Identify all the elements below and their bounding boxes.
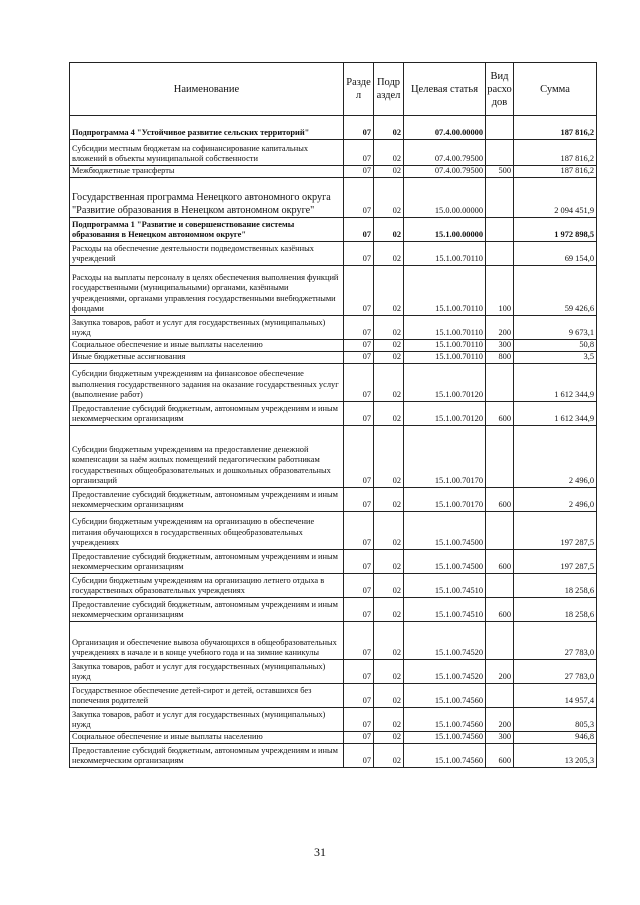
table-row [70, 242, 597, 266]
row-vid: 300 [486, 732, 514, 744]
header-razdel: Разде л [344, 63, 374, 116]
row-vid [486, 218, 514, 242]
row-name: Государственное обеспечение детей-сирот и детей, оставшихся без попечения родителей [70, 684, 344, 708]
row-article: 15.1.00.70110 [404, 316, 486, 340]
row-vid: 800 [486, 352, 514, 364]
row-sum: 1 612 344,9 [514, 402, 597, 426]
row-name: Социальное обеспечение и иные выплаты населению [70, 732, 344, 744]
row-name: Субсидии бюджетным учреждениям на предоставление денежной компенсации за наём жилых помещений педагогическим работникам государственных общеобразовательных и дошкольных образовательных организаций [70, 426, 344, 488]
row-name: Расходы на выплаты персоналу в целях обеспечения выполнения функций государственными (муниципальными) органами, казёнными учреждениями, органами управления государственными внебюджетными фондами [70, 266, 344, 316]
row-podrazdel: 02 [374, 598, 404, 622]
row-podrazdel: 02 [374, 166, 404, 178]
row-podrazdel: 02 [374, 574, 404, 598]
table-row [70, 598, 597, 622]
row-name: Иные бюджетные ассигнования [70, 352, 344, 364]
row-razdel: 07 [344, 364, 374, 402]
row-sum: 18 258,6 [514, 574, 597, 598]
table-row [70, 732, 597, 744]
row-sum: 59 426,6 [514, 266, 597, 316]
row-sum: 14 957,4 [514, 684, 597, 708]
row-sum: 2 496,0 [514, 488, 597, 512]
row-razdel: 07 [344, 550, 374, 574]
table-row [70, 708, 597, 732]
row-sum: 9 673,1 [514, 316, 597, 340]
row-name: Закупка товаров, работ и услуг для государственных (муниципальных) нужд [70, 708, 344, 732]
row-name: Предоставление субсидий бюджетным, автономным учреждениям и иным некоммерческим организациям [70, 550, 344, 574]
row-razdel: 07 [344, 732, 374, 744]
row-name: Закупка товаров, работ и услуг для государственных (муниципальных) нужд [70, 316, 344, 340]
row-vid [486, 242, 514, 266]
row-article: 15.1.00.74560 [404, 708, 486, 732]
table-row [70, 166, 597, 178]
row-vid [486, 574, 514, 598]
row-podrazdel: 02 [374, 266, 404, 316]
row-podrazdel: 02 [374, 732, 404, 744]
row-vid [486, 364, 514, 402]
row-vid: 200 [486, 708, 514, 732]
row-razdel: 07 [344, 512, 374, 550]
row-sum: 1 972 898,5 [514, 218, 597, 242]
row-vid: 500 [486, 166, 514, 178]
row-podrazdel: 02 [374, 218, 404, 242]
row-name: Закупка товаров, работ и услуг для государственных (муниципальных) нужд [70, 660, 344, 684]
row-article: 15.1.00.74520 [404, 660, 486, 684]
row-sum: 1 612 344,9 [514, 364, 597, 402]
table-row [70, 684, 597, 708]
row-podrazdel: 02 [374, 488, 404, 512]
row-article: 15.1.00.70170 [404, 426, 486, 488]
row-name: Субсидии местным бюджетам на софинансирование капитальных вложений в объекты муниципальной собственности [70, 140, 344, 166]
row-razdel: 07 [344, 242, 374, 266]
row-vid: 600 [486, 598, 514, 622]
row-sum: 50,8 [514, 340, 597, 352]
row-razdel: 07 [344, 744, 374, 768]
row-podrazdel: 02 [374, 512, 404, 550]
row-name: Организация и обеспечение вывоза обучающихся в общеобразовательных учреждениях в начале и в конце учебного года и на зимние каникулы [70, 622, 344, 660]
row-sum: 197 287,5 [514, 550, 597, 574]
row-razdel: 07 [344, 402, 374, 426]
row-name: Подпрограмма 1 "Развитие и совершенствование системы образования в Ненецком автономном округе" [70, 218, 344, 242]
row-article: 15.1.00.74510 [404, 574, 486, 598]
row-name: Социальное обеспечение и иные выплаты населению [70, 340, 344, 352]
row-podrazdel: 02 [374, 402, 404, 426]
row-sum: 197 287,5 [514, 512, 597, 550]
row-name: Субсидии бюджетным учреждениям на организацию летнего отдыха в государственных образовательных учреждениях [70, 574, 344, 598]
row-sum: 2 094 451,9 [514, 178, 597, 218]
row-sum: 946,8 [514, 732, 597, 744]
row-vid [486, 684, 514, 708]
row-name: Межбюджетные трансферты [70, 166, 344, 178]
row-name: Подпрограмма 4 "Устойчивое развитие сельских территорий" [70, 116, 344, 140]
row-razdel: 07 [344, 178, 374, 218]
row-article: 07.4.00.00000 [404, 116, 486, 140]
row-article: 15.0.00.00000 [404, 178, 486, 218]
row-vid: 600 [486, 402, 514, 426]
row-article: 15.1.00.70110 [404, 266, 486, 316]
row-razdel: 07 [344, 660, 374, 684]
table-row [70, 488, 597, 512]
row-vid: 600 [486, 488, 514, 512]
row-podrazdel: 02 [374, 364, 404, 402]
row-sum: 69 154,0 [514, 242, 597, 266]
row-article: 15.1.00.70110 [404, 352, 486, 364]
table-row [70, 218, 597, 242]
row-sum: 187 816,2 [514, 116, 597, 140]
row-podrazdel: 02 [374, 242, 404, 266]
row-podrazdel: 02 [374, 340, 404, 352]
table-header-row [70, 63, 597, 116]
row-sum: 805,3 [514, 708, 597, 732]
row-name: Предоставление субсидий бюджетным, автономным учреждениям и иным некоммерческим организациям [70, 744, 344, 768]
row-vid: 300 [486, 340, 514, 352]
row-vid [486, 178, 514, 218]
row-podrazdel: 02 [374, 316, 404, 340]
table-row [70, 402, 597, 426]
row-vid [486, 140, 514, 166]
row-vid: 200 [486, 316, 514, 340]
table-row [70, 426, 597, 488]
row-podrazdel: 02 [374, 622, 404, 660]
row-razdel: 07 [344, 140, 374, 166]
row-article: 07.4.00.79500 [404, 140, 486, 166]
row-razdel: 07 [344, 684, 374, 708]
row-podrazdel: 02 [374, 426, 404, 488]
table-row [70, 140, 597, 166]
row-podrazdel: 02 [374, 744, 404, 768]
row-sum: 18 258,6 [514, 598, 597, 622]
table-row [70, 744, 597, 768]
row-article: 15.1.00.00000 [404, 218, 486, 242]
row-vid: 600 [486, 550, 514, 574]
table-row [70, 550, 597, 574]
row-name: Предоставление субсидий бюджетным, автономным учреждениям и иным некоммерческим организациям [70, 488, 344, 512]
row-article: 15.1.00.70110 [404, 242, 486, 266]
row-article: 15.1.00.74500 [404, 512, 486, 550]
row-article: 15.1.00.74560 [404, 732, 486, 744]
row-name: Предоставление субсидий бюджетным, автономным учреждениям и иным некоммерческим организациям [70, 402, 344, 426]
row-article: 15.1.00.70110 [404, 340, 486, 352]
row-article: 07.4.00.79500 [404, 166, 486, 178]
row-podrazdel: 02 [374, 140, 404, 166]
row-podrazdel: 02 [374, 660, 404, 684]
row-razdel: 07 [344, 218, 374, 242]
row-sum: 3,5 [514, 352, 597, 364]
row-name: Государственная программа Ненецкого автономного округа "Развитие образования в Ненецком автономном округе" [70, 178, 344, 218]
header-name: Наименование [70, 63, 344, 116]
row-podrazdel: 02 [374, 684, 404, 708]
row-article: 15.1.00.74500 [404, 550, 486, 574]
row-razdel: 07 [344, 426, 374, 488]
header-podrazdel: Подр аздел [374, 63, 404, 116]
row-razdel: 07 [344, 488, 374, 512]
table-row [70, 116, 597, 140]
row-razdel: 07 [344, 622, 374, 660]
table-body [70, 116, 597, 768]
table-row [70, 352, 597, 364]
row-vid [486, 512, 514, 550]
table-row [70, 660, 597, 684]
row-razdel: 07 [344, 352, 374, 364]
row-podrazdel: 02 [374, 550, 404, 574]
row-razdel: 07 [344, 166, 374, 178]
table-row [70, 512, 597, 550]
row-podrazdel: 02 [374, 178, 404, 218]
table-row [70, 340, 597, 352]
row-sum: 187 816,2 [514, 166, 597, 178]
row-article: 15.1.00.74510 [404, 598, 486, 622]
page-number: 31 [314, 845, 326, 859]
row-podrazdel: 02 [374, 352, 404, 364]
row-article: 15.1.00.70120 [404, 364, 486, 402]
row-article: 15.1.00.74560 [404, 684, 486, 708]
row-article: 15.1.00.70170 [404, 488, 486, 512]
row-sum: 2 496,0 [514, 426, 597, 488]
row-razdel: 07 [344, 598, 374, 622]
row-razdel: 07 [344, 708, 374, 732]
row-sum: 27 783,0 [514, 622, 597, 660]
table-row [70, 266, 597, 316]
row-razdel: 07 [344, 340, 374, 352]
row-sum: 27 783,0 [514, 660, 597, 684]
table-row [70, 622, 597, 660]
row-podrazdel: 02 [374, 116, 404, 140]
row-sum: 13 205,3 [514, 744, 597, 768]
table-row [70, 178, 597, 218]
table-row [70, 316, 597, 340]
row-razdel: 07 [344, 266, 374, 316]
row-vid [486, 426, 514, 488]
row-vid [486, 622, 514, 660]
header-article: Целевая статья [404, 63, 486, 116]
row-sum: 187 816,2 [514, 140, 597, 166]
row-razdel: 07 [344, 316, 374, 340]
row-name: Субсидии бюджетным учреждениям на организацию в обеспечение питания обучающихся в государственных общеобразовательных учреждениях [70, 512, 344, 550]
row-vid [486, 116, 514, 140]
row-podrazdel: 02 [374, 708, 404, 732]
row-razdel: 07 [344, 116, 374, 140]
row-article: 15.1.00.74560 [404, 744, 486, 768]
header-vid: Вид расхо дов [486, 63, 514, 116]
row-name: Субсидии бюджетным учреждениям на финансовое обеспечение выполнения государственного задания на оказание государственных услуг (выполнение работ) [70, 364, 344, 402]
row-razdel: 07 [344, 574, 374, 598]
header-sum: Сумма [514, 63, 597, 116]
budget-table [69, 62, 597, 768]
row-name: Предоставление субсидий бюджетным, автономным учреждениям и иным некоммерческим организациям [70, 598, 344, 622]
row-article: 15.1.00.70120 [404, 402, 486, 426]
row-article: 15.1.00.74520 [404, 622, 486, 660]
row-name: Расходы на обеспечение деятельности подведомственных казённых учреждений [70, 242, 344, 266]
table-row [70, 574, 597, 598]
row-vid: 600 [486, 744, 514, 768]
row-vid: 100 [486, 266, 514, 316]
row-vid: 200 [486, 660, 514, 684]
table-row [70, 364, 597, 402]
